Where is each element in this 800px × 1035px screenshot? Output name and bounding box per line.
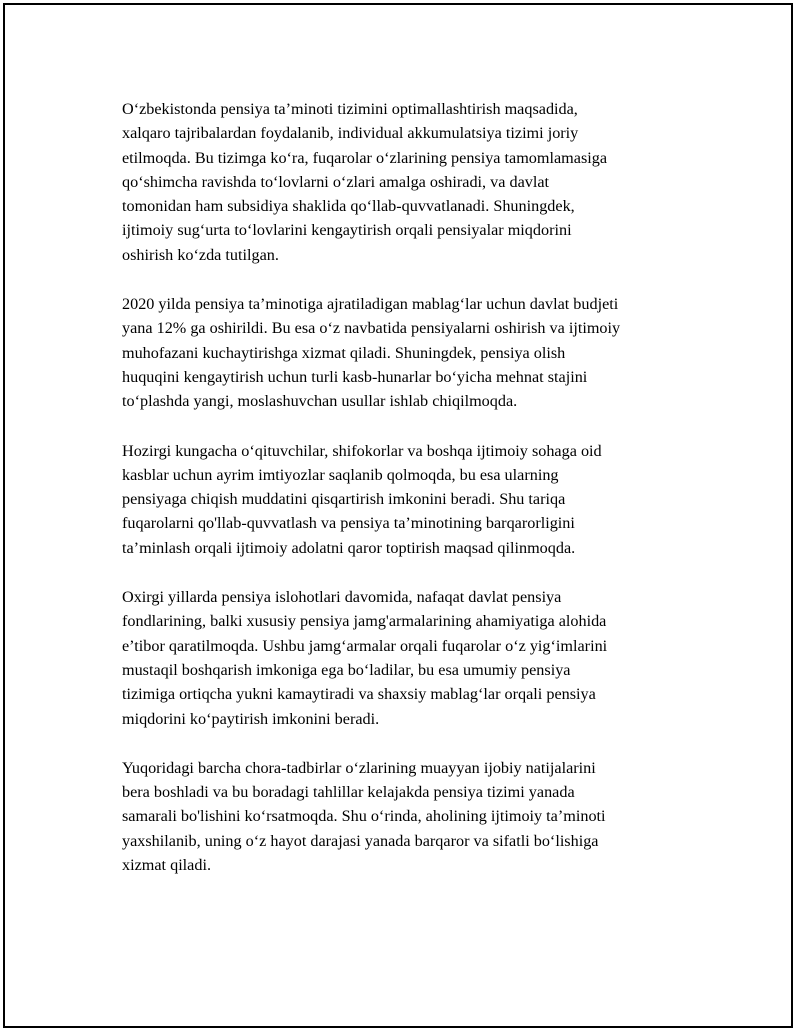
text-line: qo‘shimcha ravishda to‘lovlarni o‘zlari amalga oshiradi, va davlat: [122, 172, 550, 191]
text-line: samarali bo'lishini ko‘rsatmoqda. Shu o‘rinda, aholining ijtimoiy ta’minoti: [122, 807, 606, 826]
text-line: xalqaro tajribalardan foydalanib, individual akkumulatsiya tizimi joriy: [122, 124, 579, 143]
text-line: tizimiga ortiqcha yukni kamaytiradi va shaxsiy mablag‘lar orqali pensiya: [122, 685, 596, 704]
text-line: bera boshladi va bu boradagi tahlillar kelajakda pensiya tizimi yanada: [122, 783, 575, 802]
text-line: oshirish ko‘zda tutilgan.: [122, 245, 279, 264]
paragraph-2: [122, 292, 692, 413]
paragraph-3: [122, 439, 692, 560]
text-line: pensiyaga chiqish muddatini qisqartirish imkonini beradi. Shu tariqa: [122, 490, 566, 509]
page-frame: [3, 3, 793, 1028]
document-body: [122, 97, 692, 902]
text-line: etilmoqda. Bu tizimga ko‘ra, fuqarolar o‘zlarining pensiya tamomlamasiga: [122, 148, 608, 167]
text-line: Oxirgi yillarda pensiya islohotlari davomida, nafaqat davlat pensiya: [122, 588, 562, 607]
text-line: muhofazani kuchaytirishga xizmat qiladi. Shuningdek, pensiya olish: [122, 343, 566, 362]
text-line: mustaqil boshqarish imkoniga ega bo‘ladilar, bu esa umumiy pensiya: [122, 660, 571, 679]
text-line: 2020 yilda pensiya ta’minotiga ajratiladigan mablag‘lar uchun davlat budjeti: [122, 295, 619, 314]
text-line: kasblar uchun ayrim imtiyozlar saqlanib qolmoqda, bu esa ularning: [122, 465, 559, 484]
text-line: xizmat qiladi.: [122, 856, 212, 875]
text-line: fuqarolarni qo'llab-quvvatlash va pensiya ta’minotining barqarorligini: [122, 514, 575, 533]
text-line: Hozirgi kungacha o‘qituvchilar, shifokorlar va boshqa ijtimoiy sohaga oid: [122, 441, 602, 460]
text-line: ta’minlash orqali ijtimoiy adolatni qaror toptirish maqsad qilinmoqda.: [122, 538, 576, 557]
text-line: yana 12% ga oshirildi. Bu esa o‘z navbatida pensiyalarni oshirish va ijtimoiy: [122, 319, 621, 338]
paragraph-5: [122, 756, 692, 877]
text-line: tomonidan ham subsidiya shaklida qo‘llab-quvvatlanadi. Shuningdek,: [122, 197, 575, 216]
text-line: yaxshilanib, uning o‘z hayot darajasi yanada barqaror va sifatli bo‘lishiga: [122, 831, 599, 850]
text-line: huquqini kengaytirish uchun turli kasb-hunarlar bo‘yicha mehnat stajini: [122, 367, 588, 386]
text-line: e’tibor qaratilmoqda. Ushbu jamg‘armalar orqali fuqarolar o‘z yig‘imlarini: [122, 636, 608, 655]
text-line: to‘plashda yangi, moslashuvchan usullar ishlab chiqilmoqda.: [122, 392, 518, 411]
text-line: fondlarining, balki xususiy pensiya jamg'armalarining ahamiyatiga alohida: [122, 612, 607, 631]
text-line: O‘zbekistonda pensiya ta’minoti tizimini optimallashtirish maqsadida,: [122, 100, 578, 118]
paragraph-1: [122, 97, 692, 267]
text-line: Yuqoridagi barcha chora-tadbirlar o‘zlarining muayyan ijobiy natijalarini: [122, 758, 596, 777]
paragraph-4: [122, 585, 692, 731]
text-line: ijtimoiy sug‘urta to‘lovlarini kengaytirish orqali pensiyalar miqdorini: [122, 221, 572, 240]
text-line: miqdorini ko‘paytirish imkonini beradi.: [122, 709, 380, 728]
